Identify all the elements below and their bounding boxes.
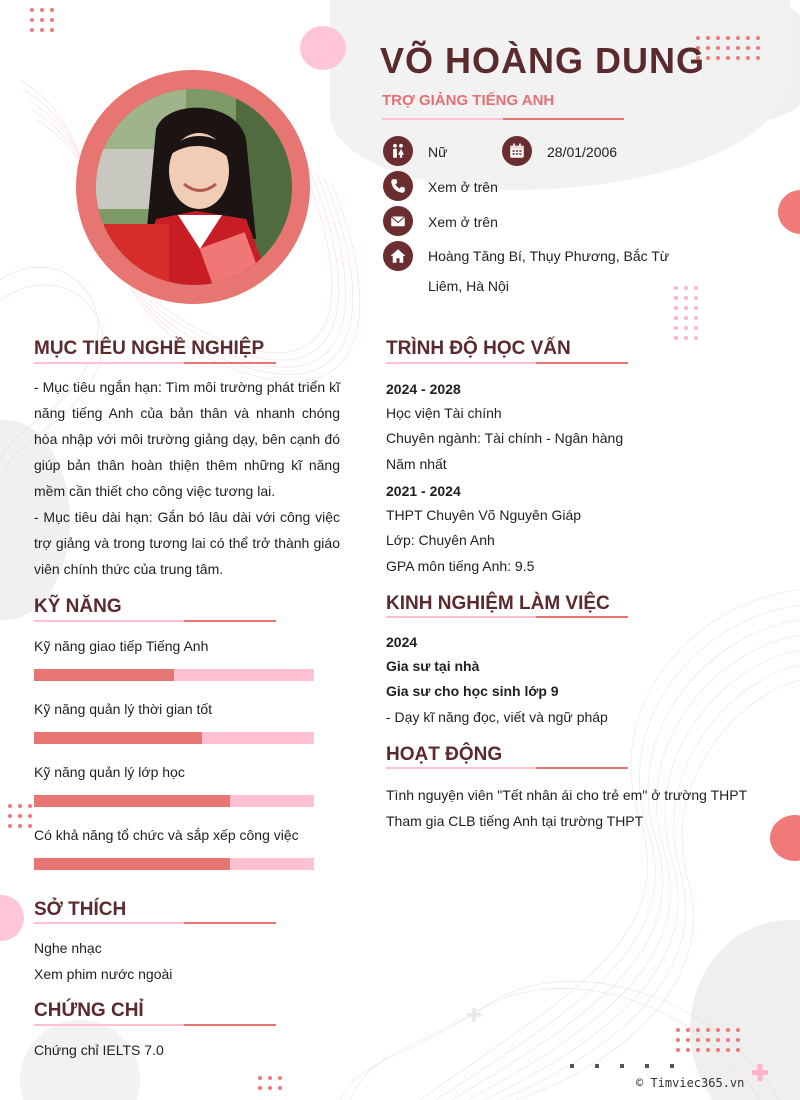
section-divider bbox=[386, 362, 628, 364]
decor-circle bbox=[0, 895, 24, 941]
address-value: Hoàng Tăng Bí, Thụy Phương, Bắc Từ Liêm, Hà Nội bbox=[428, 248, 670, 294]
experience-detail: - Dạy kĩ năng đọc, viết và ngữ pháp bbox=[386, 709, 608, 725]
skill-bar bbox=[34, 858, 314, 870]
section-title-objective: MỤC TIÊU NGHỀ NGHIỆP bbox=[34, 338, 265, 359]
experience-company: Gia sư tại nhà bbox=[386, 658, 480, 674]
decor-dots bbox=[676, 1028, 740, 1052]
hobby-item: Xem phim nước ngoài bbox=[34, 966, 173, 982]
phone-value: Xem ở trên bbox=[428, 179, 498, 195]
skill-bar-fill bbox=[34, 858, 230, 870]
skill-bar bbox=[34, 732, 314, 744]
skill-label: Kỹ năng quản lý lớp học bbox=[34, 764, 185, 780]
hobby-item: Nghe nhạc bbox=[34, 940, 102, 956]
decor-circle bbox=[778, 190, 800, 234]
objective-short-term: - Mục tiêu ngắn hạn: Tìm môi trường phát triển kĩ năng tiếng Anh của bản thân và nhanh chóng hòa nhập với môi trường giảng dạy, bên cạnh đó giúp bản thân hoàn thiện thêm những kĩ năng mềm cần thiết cho công việc tương lai. bbox=[34, 379, 340, 499]
gender-icon bbox=[383, 136, 413, 166]
footer-credit: © Timviec365.vn bbox=[636, 1076, 745, 1090]
section-divider bbox=[386, 616, 628, 618]
skill-label: Có khả năng tổ chức và sắp xếp công việc bbox=[34, 827, 299, 843]
phone-icon bbox=[383, 171, 413, 201]
decor-dots bbox=[258, 1076, 282, 1090]
email-value: Xem ở trên bbox=[428, 214, 498, 230]
skill-label: Kỹ năng giao tiếp Tiếng Anh bbox=[34, 638, 209, 654]
experience-position: Gia sư cho học sinh lớp 9 bbox=[386, 683, 559, 699]
education-line: Lớp: Chuyên Anh bbox=[386, 532, 495, 548]
education-line: GPA môn tiếng Anh: 9.5 bbox=[386, 558, 535, 574]
avatar bbox=[96, 89, 292, 285]
skill-bar bbox=[34, 795, 314, 807]
objective-long-term: - Mục tiêu dài hạn: Gắn bó lâu dài với công việc trợ giảng và trong tương lai có thể trở thành giáo viên chính thức của trung tâm. bbox=[34, 509, 340, 577]
skill-label: Kỹ năng quản lý thời gian tốt bbox=[34, 701, 213, 717]
skill-bar bbox=[34, 669, 314, 681]
bg-blob bbox=[20, 1020, 140, 1100]
section-title-skills: KỸ NĂNG bbox=[34, 596, 122, 617]
activity-item: Tham gia CLB tiếng Anh tại trường THPT bbox=[386, 813, 644, 829]
skill-bar-fill bbox=[34, 732, 202, 744]
education-line: Học viện Tài chính bbox=[386, 405, 502, 421]
home-icon bbox=[383, 241, 413, 271]
education-line: THPT Chuyên Võ Nguyên Giáp bbox=[386, 507, 582, 523]
section-divider bbox=[34, 922, 276, 924]
education-period: 2021 - 2024 bbox=[386, 483, 461, 499]
decor-circle bbox=[300, 26, 346, 70]
calendar-icon bbox=[502, 136, 532, 166]
section-divider bbox=[34, 620, 276, 622]
activity-item: Tình nguyện viên "Tết nhân ái cho trẻ em" ở trường THPT bbox=[386, 787, 748, 803]
skill-bar-fill bbox=[34, 669, 174, 681]
education-line: Năm nhất bbox=[386, 456, 447, 472]
section-divider bbox=[34, 1024, 276, 1026]
decor-dots bbox=[8, 804, 32, 828]
section-title-certificates: CHỨNG CHỈ bbox=[34, 1000, 144, 1021]
certificate-item: Chứng chỉ IELTS 7.0 bbox=[34, 1042, 164, 1058]
section-divider bbox=[34, 362, 276, 364]
decor-circle bbox=[770, 815, 800, 861]
education-period: 2024 - 2028 bbox=[386, 381, 461, 397]
section-title-hobbies: SỞ THÍCH bbox=[34, 899, 127, 920]
candidate-name: VÕ HOÀNG DUNG bbox=[380, 40, 706, 81]
decor-dots bbox=[30, 8, 54, 32]
divider bbox=[382, 118, 624, 120]
skill-bar-fill bbox=[34, 795, 230, 807]
experience-year: 2024 bbox=[386, 634, 418, 650]
gender-value: Nữ bbox=[428, 144, 448, 160]
section-title-experience: KINH NGHIỆM LÀM VIỆC bbox=[386, 593, 610, 614]
decor-dots bbox=[696, 36, 760, 60]
job-title: TRỢ GIẢNG TIẾNG ANH bbox=[382, 92, 555, 109]
bg-blob bbox=[690, 920, 800, 1100]
section-title-education: TRÌNH ĐỘ HỌC VẤN bbox=[386, 338, 571, 359]
section-divider bbox=[386, 767, 628, 769]
avatar-image bbox=[96, 89, 292, 285]
birthdate-value: 28/01/2006 bbox=[547, 144, 618, 160]
email-icon bbox=[383, 206, 413, 236]
education-line: Chuyên ngành: Tài chính - Ngân hàng bbox=[386, 430, 624, 446]
objective-text bbox=[34, 374, 340, 582]
section-title-activities: HOẠT ĐỘNG bbox=[386, 744, 503, 765]
